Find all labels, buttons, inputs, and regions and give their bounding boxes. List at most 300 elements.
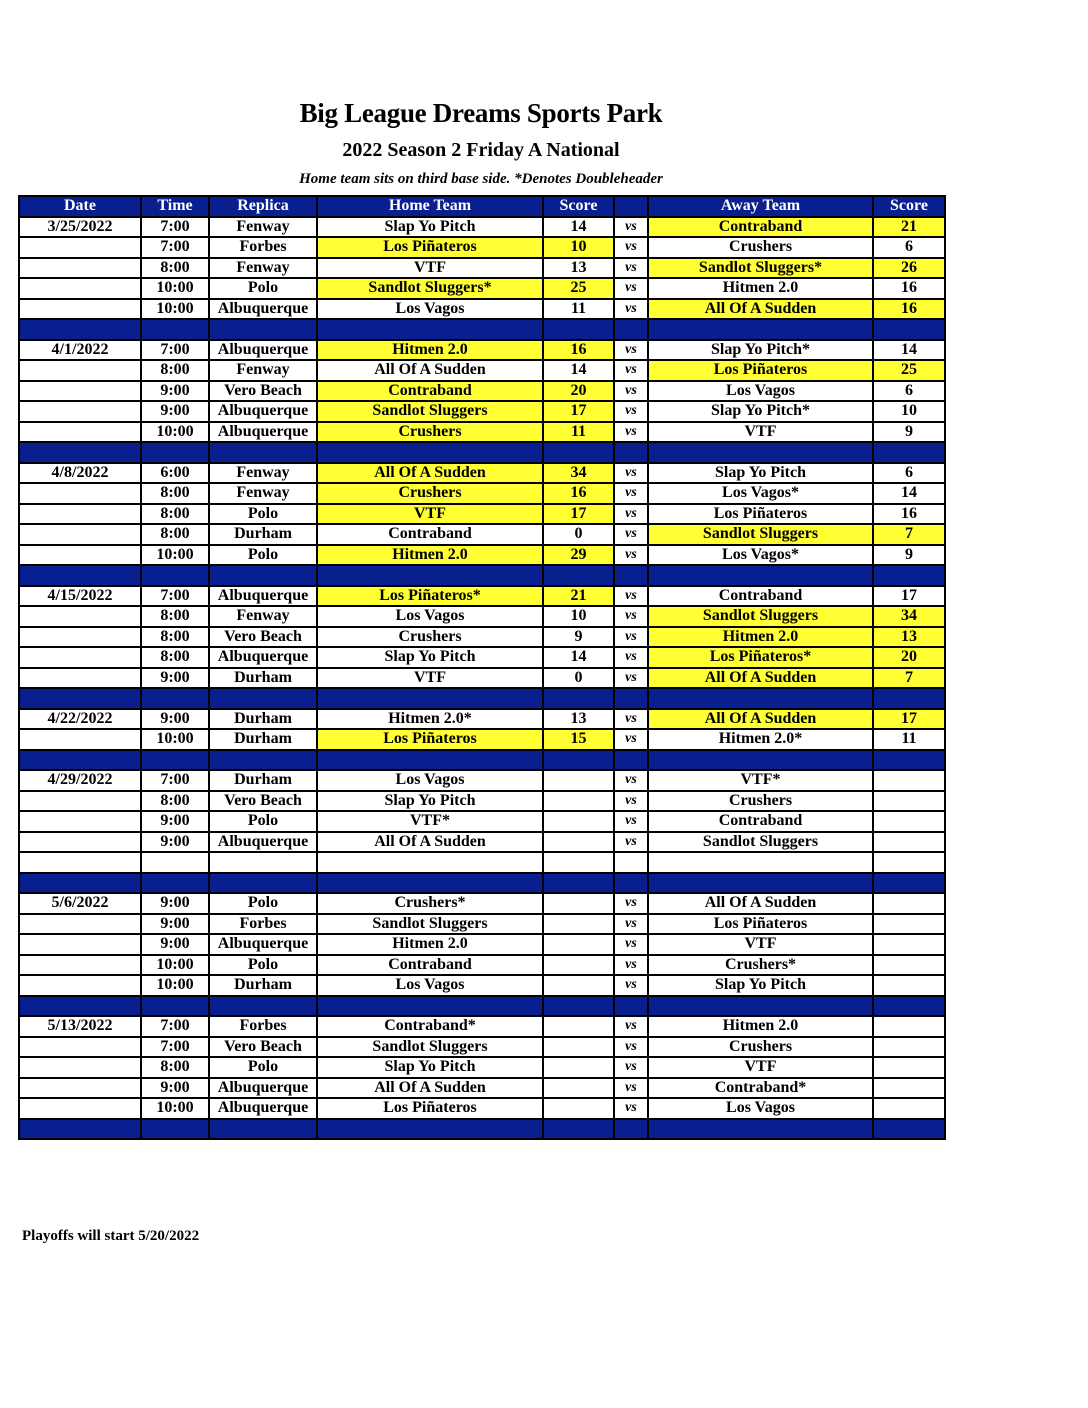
away-team: Hitmen 2.0 bbox=[648, 627, 873, 648]
home-score: 11 bbox=[543, 299, 614, 320]
home-score bbox=[543, 770, 614, 791]
home-score: 34 bbox=[543, 463, 614, 484]
game-row bbox=[19, 258, 945, 279]
separator-cell bbox=[317, 565, 543, 586]
home-score: 0 bbox=[543, 668, 614, 689]
vs-label: vs bbox=[614, 627, 648, 648]
away-score bbox=[873, 791, 945, 812]
game-field: Polo bbox=[209, 504, 317, 525]
game-field: Polo bbox=[209, 955, 317, 976]
away-team: Crushers* bbox=[648, 955, 873, 976]
home-team: Slap Yo Pitch bbox=[317, 647, 543, 668]
vs-label: vs bbox=[614, 1057, 648, 1078]
separator-cell bbox=[648, 750, 873, 771]
home-team: Los Vagos bbox=[317, 770, 543, 791]
game-field: Fenway bbox=[209, 360, 317, 381]
game-time: 10:00 bbox=[141, 545, 209, 566]
home-score: 0 bbox=[543, 524, 614, 545]
game-row bbox=[19, 668, 945, 689]
vs-label: vs bbox=[614, 1078, 648, 1099]
home-team: Hitmen 2.0 bbox=[317, 934, 543, 955]
game-field: Durham bbox=[209, 770, 317, 791]
away-team: Crushers bbox=[648, 1037, 873, 1058]
separator-cell bbox=[19, 873, 141, 894]
game-time: 7:00 bbox=[141, 217, 209, 238]
separator-cell bbox=[141, 750, 209, 771]
col-vs bbox=[614, 196, 648, 217]
vs-label: vs bbox=[614, 258, 648, 279]
game-time: 9:00 bbox=[141, 709, 209, 730]
home-team: All Of A Sudden bbox=[317, 463, 543, 484]
home-score: 11 bbox=[543, 422, 614, 443]
game-time: 8:00 bbox=[141, 791, 209, 812]
separator-cell bbox=[19, 319, 141, 340]
game-time: 8:00 bbox=[141, 627, 209, 648]
separator-cell bbox=[648, 996, 873, 1017]
game-row bbox=[19, 340, 945, 361]
home-score: 15 bbox=[543, 729, 614, 750]
separator-cell bbox=[543, 750, 614, 771]
game-field: Polo bbox=[209, 1057, 317, 1078]
home-team: Contraband* bbox=[317, 1016, 543, 1037]
home-score: 10 bbox=[543, 237, 614, 258]
game-date bbox=[19, 1098, 141, 1119]
home-team: All Of A Sudden bbox=[317, 832, 543, 853]
away-score: 14 bbox=[873, 483, 945, 504]
away-team: All Of A Sudden bbox=[648, 668, 873, 689]
home-team: Hitmen 2.0* bbox=[317, 709, 543, 730]
game-row bbox=[19, 955, 945, 976]
home-score bbox=[543, 852, 614, 873]
game-date bbox=[19, 955, 141, 976]
away-score bbox=[873, 852, 945, 873]
vs-label: vs bbox=[614, 770, 648, 791]
game-date: 3/25/2022 bbox=[19, 217, 141, 238]
game-row bbox=[19, 647, 945, 668]
away-team: Los Vagos* bbox=[648, 483, 873, 504]
game-field: Vero Beach bbox=[209, 791, 317, 812]
playoffs-note: Playoffs will start 5/20/2022 bbox=[22, 1228, 200, 1244]
game-row bbox=[19, 832, 945, 853]
away-team: Los Vagos bbox=[648, 381, 873, 402]
game-date bbox=[19, 524, 141, 545]
away-team bbox=[648, 852, 873, 873]
game-date bbox=[19, 975, 141, 996]
game-field: Albuquerque bbox=[209, 934, 317, 955]
col-home-team: Home Team bbox=[317, 196, 543, 217]
separator-cell bbox=[614, 873, 648, 894]
game-time: 7:00 bbox=[141, 237, 209, 258]
game-date bbox=[19, 627, 141, 648]
game-date bbox=[19, 237, 141, 258]
home-score: 20 bbox=[543, 381, 614, 402]
game-field: Albuquerque bbox=[209, 586, 317, 607]
away-team: All Of A Sudden bbox=[648, 299, 873, 320]
separator-cell bbox=[19, 688, 141, 709]
separator-cell bbox=[648, 319, 873, 340]
game-field: Albuquerque bbox=[209, 299, 317, 320]
game-time: 8:00 bbox=[141, 483, 209, 504]
home-score bbox=[543, 832, 614, 853]
game-date bbox=[19, 504, 141, 525]
away-score bbox=[873, 975, 945, 996]
game-row bbox=[19, 586, 945, 607]
game-field bbox=[209, 852, 317, 873]
separator-cell bbox=[873, 1119, 945, 1140]
away-team: Sandlot Sluggers bbox=[648, 606, 873, 627]
game-row bbox=[19, 1057, 945, 1078]
separator-cell bbox=[614, 1119, 648, 1140]
schedule-body bbox=[19, 217, 945, 1140]
home-team: Contraband bbox=[317, 524, 543, 545]
game-row bbox=[19, 504, 945, 525]
separator-cell bbox=[543, 1119, 614, 1140]
home-team: Los Piñateros* bbox=[317, 586, 543, 607]
away-score bbox=[873, 1078, 945, 1099]
game-time: 10:00 bbox=[141, 1098, 209, 1119]
game-time: 7:00 bbox=[141, 1037, 209, 1058]
vs-label: vs bbox=[614, 811, 648, 832]
game-field: Durham bbox=[209, 668, 317, 689]
game-time: 8:00 bbox=[141, 606, 209, 627]
game-field: Albuquerque bbox=[209, 340, 317, 361]
home-team: All Of A Sudden bbox=[317, 360, 543, 381]
home-score: 16 bbox=[543, 483, 614, 504]
away-score: 34 bbox=[873, 606, 945, 627]
game-row bbox=[19, 1078, 945, 1099]
game-row bbox=[19, 1098, 945, 1119]
game-row bbox=[19, 237, 945, 258]
home-team: Los Piñateros bbox=[317, 1098, 543, 1119]
home-score: 25 bbox=[543, 278, 614, 299]
separator-cell bbox=[209, 996, 317, 1017]
separator-cell bbox=[543, 688, 614, 709]
separator-cell bbox=[317, 1119, 543, 1140]
vs-label: vs bbox=[614, 955, 648, 976]
separator-cell bbox=[209, 319, 317, 340]
game-row bbox=[19, 299, 945, 320]
away-score bbox=[873, 832, 945, 853]
away-score: 6 bbox=[873, 381, 945, 402]
game-field: Durham bbox=[209, 975, 317, 996]
home-team: Los Vagos bbox=[317, 606, 543, 627]
game-time: 9:00 bbox=[141, 668, 209, 689]
away-team: Slap Yo Pitch* bbox=[648, 340, 873, 361]
game-row bbox=[19, 360, 945, 381]
vs-label: vs bbox=[614, 975, 648, 996]
home-team: Crushers bbox=[317, 422, 543, 443]
vs-label: vs bbox=[614, 524, 648, 545]
separator-cell bbox=[141, 442, 209, 463]
game-field: Durham bbox=[209, 709, 317, 730]
away-team: Contraband bbox=[648, 811, 873, 832]
separator-cell bbox=[648, 1119, 873, 1140]
col-time: Time bbox=[141, 196, 209, 217]
game-date bbox=[19, 401, 141, 422]
game-date bbox=[19, 811, 141, 832]
game-row bbox=[19, 934, 945, 955]
away-team: Sandlot Sluggers* bbox=[648, 258, 873, 279]
away-score: 16 bbox=[873, 278, 945, 299]
home-score bbox=[543, 1016, 614, 1037]
game-field: Fenway bbox=[209, 483, 317, 504]
home-score bbox=[543, 791, 614, 812]
vs-label bbox=[614, 852, 648, 873]
game-date bbox=[19, 299, 141, 320]
game-time: 10:00 bbox=[141, 278, 209, 299]
away-score: 21 bbox=[873, 217, 945, 238]
home-score bbox=[543, 811, 614, 832]
vs-label: vs bbox=[614, 463, 648, 484]
game-field: Fenway bbox=[209, 258, 317, 279]
away-score bbox=[873, 1016, 945, 1037]
home-score: 13 bbox=[543, 709, 614, 730]
vs-label: vs bbox=[614, 1016, 648, 1037]
game-date bbox=[19, 483, 141, 504]
game-field: Albuquerque bbox=[209, 401, 317, 422]
game-time: 7:00 bbox=[141, 1016, 209, 1037]
home-team: VTF bbox=[317, 504, 543, 525]
game-time: 9:00 bbox=[141, 914, 209, 935]
away-team: All Of A Sudden bbox=[648, 709, 873, 730]
away-score bbox=[873, 1098, 945, 1119]
away-score bbox=[873, 1057, 945, 1078]
game-date bbox=[19, 729, 141, 750]
home-score: 10 bbox=[543, 606, 614, 627]
col-away-team: Away Team bbox=[648, 196, 873, 217]
separator-cell bbox=[543, 996, 614, 1017]
game-time: 10:00 bbox=[141, 299, 209, 320]
separator-cell bbox=[614, 442, 648, 463]
game-row bbox=[19, 545, 945, 566]
game-time: 7:00 bbox=[141, 340, 209, 361]
col-replica: Replica bbox=[209, 196, 317, 217]
game-field: Polo bbox=[209, 811, 317, 832]
separator-cell bbox=[141, 565, 209, 586]
col-away-score: Score bbox=[873, 196, 945, 217]
game-date bbox=[19, 791, 141, 812]
vs-label: vs bbox=[614, 606, 648, 627]
game-time: 9:00 bbox=[141, 381, 209, 402]
home-score bbox=[543, 934, 614, 955]
separator-cell bbox=[543, 442, 614, 463]
home-score: 17 bbox=[543, 401, 614, 422]
away-score bbox=[873, 914, 945, 935]
away-team: Hitmen 2.0 bbox=[648, 1016, 873, 1037]
away-score: 20 bbox=[873, 647, 945, 668]
game-field: Albuquerque bbox=[209, 647, 317, 668]
home-score: 9 bbox=[543, 627, 614, 648]
vs-label: vs bbox=[614, 934, 648, 955]
home-team: Los Piñateros bbox=[317, 237, 543, 258]
vs-label: vs bbox=[614, 237, 648, 258]
game-time bbox=[141, 852, 209, 873]
separator-cell bbox=[317, 688, 543, 709]
game-row bbox=[19, 975, 945, 996]
home-team: Crushers bbox=[317, 627, 543, 648]
game-date bbox=[19, 545, 141, 566]
away-score: 14 bbox=[873, 340, 945, 361]
away-score: 9 bbox=[873, 422, 945, 443]
away-score: 11 bbox=[873, 729, 945, 750]
separator-cell bbox=[614, 750, 648, 771]
away-team: Los Piñateros bbox=[648, 504, 873, 525]
game-row bbox=[19, 278, 945, 299]
game-field: Polo bbox=[209, 545, 317, 566]
game-field: Vero Beach bbox=[209, 1037, 317, 1058]
home-team: Contraband bbox=[317, 955, 543, 976]
game-field: Forbes bbox=[209, 237, 317, 258]
game-field: Durham bbox=[209, 524, 317, 545]
game-date: 5/6/2022 bbox=[19, 893, 141, 914]
separator-cell bbox=[141, 1119, 209, 1140]
separator-cell bbox=[614, 319, 648, 340]
home-team: All Of A Sudden bbox=[317, 1078, 543, 1099]
game-field: Albuquerque bbox=[209, 422, 317, 443]
vs-label: vs bbox=[614, 217, 648, 238]
vs-label: vs bbox=[614, 381, 648, 402]
schedule-table bbox=[18, 195, 946, 1140]
away-team: Los Vagos bbox=[648, 1098, 873, 1119]
separator-cell bbox=[141, 873, 209, 894]
away-team: Los Piñateros bbox=[648, 360, 873, 381]
game-field: Albuquerque bbox=[209, 1098, 317, 1119]
separator-cell bbox=[209, 688, 317, 709]
separator-cell bbox=[648, 873, 873, 894]
home-score: 16 bbox=[543, 340, 614, 361]
separator-cell bbox=[543, 873, 614, 894]
home-score: 21 bbox=[543, 586, 614, 607]
separator-cell bbox=[648, 442, 873, 463]
away-team: Slap Yo Pitch* bbox=[648, 401, 873, 422]
away-team: Sandlot Sluggers bbox=[648, 524, 873, 545]
game-date: 4/29/2022 bbox=[19, 770, 141, 791]
game-time: 7:00 bbox=[141, 770, 209, 791]
game-row bbox=[19, 770, 945, 791]
separator-cell bbox=[873, 565, 945, 586]
game-field: Fenway bbox=[209, 606, 317, 627]
separator-cell bbox=[209, 873, 317, 894]
separator-cell bbox=[141, 996, 209, 1017]
separator-cell bbox=[317, 996, 543, 1017]
game-row bbox=[19, 627, 945, 648]
away-team: Contraband bbox=[648, 586, 873, 607]
game-date bbox=[19, 360, 141, 381]
vs-label: vs bbox=[614, 483, 648, 504]
game-date: 4/8/2022 bbox=[19, 463, 141, 484]
game-time: 8:00 bbox=[141, 524, 209, 545]
week-separator bbox=[19, 442, 945, 463]
away-score: 16 bbox=[873, 504, 945, 525]
vs-label: vs bbox=[614, 1037, 648, 1058]
game-date bbox=[19, 647, 141, 668]
vs-label: vs bbox=[614, 299, 648, 320]
game-date bbox=[19, 1078, 141, 1099]
vs-label: vs bbox=[614, 1098, 648, 1119]
game-time: 9:00 bbox=[141, 934, 209, 955]
game-date bbox=[19, 1037, 141, 1058]
game-field: Forbes bbox=[209, 1016, 317, 1037]
separator-cell bbox=[873, 750, 945, 771]
away-team: Slap Yo Pitch bbox=[648, 463, 873, 484]
game-field: Albuquerque bbox=[209, 1078, 317, 1099]
home-team: VTF* bbox=[317, 811, 543, 832]
game-time: 9:00 bbox=[141, 832, 209, 853]
away-team: Los Piñateros bbox=[648, 914, 873, 935]
separator-cell bbox=[19, 750, 141, 771]
away-team: Contraband bbox=[648, 217, 873, 238]
game-row bbox=[19, 852, 945, 873]
week-separator bbox=[19, 750, 945, 771]
away-score: 7 bbox=[873, 524, 945, 545]
game-row bbox=[19, 401, 945, 422]
game-date bbox=[19, 278, 141, 299]
game-time: 10:00 bbox=[141, 729, 209, 750]
game-time: 9:00 bbox=[141, 1078, 209, 1099]
home-team: Sandlot Sluggers bbox=[317, 914, 543, 935]
away-team: Sandlot Sluggers bbox=[648, 832, 873, 853]
game-date bbox=[19, 668, 141, 689]
away-team: VTF* bbox=[648, 770, 873, 791]
away-score: 26 bbox=[873, 258, 945, 279]
game-date bbox=[19, 606, 141, 627]
game-row bbox=[19, 606, 945, 627]
game-row bbox=[19, 524, 945, 545]
home-score bbox=[543, 1078, 614, 1099]
game-time: 9:00 bbox=[141, 893, 209, 914]
separator-cell bbox=[873, 319, 945, 340]
game-row bbox=[19, 729, 945, 750]
schedule-note: Home team sits on third base side. *Denotes Doubleheader bbox=[299, 171, 663, 187]
home-score bbox=[543, 914, 614, 935]
separator-cell bbox=[648, 565, 873, 586]
game-row bbox=[19, 381, 945, 402]
vs-label: vs bbox=[614, 422, 648, 443]
home-team: Los Vagos bbox=[317, 299, 543, 320]
away-score: 17 bbox=[873, 586, 945, 607]
home-score bbox=[543, 1098, 614, 1119]
col-home-score: Score bbox=[543, 196, 614, 217]
separator-cell bbox=[209, 442, 317, 463]
vs-label: vs bbox=[614, 709, 648, 730]
home-team: Hitmen 2.0 bbox=[317, 545, 543, 566]
separator-cell bbox=[209, 565, 317, 586]
vs-label: vs bbox=[614, 668, 648, 689]
home-score bbox=[543, 893, 614, 914]
game-time: 10:00 bbox=[141, 422, 209, 443]
separator-cell bbox=[19, 1119, 141, 1140]
game-date bbox=[19, 832, 141, 853]
vs-label: vs bbox=[614, 504, 648, 525]
game-row bbox=[19, 914, 945, 935]
game-time: 8:00 bbox=[141, 1057, 209, 1078]
away-score bbox=[873, 770, 945, 791]
week-separator bbox=[19, 688, 945, 709]
game-date: 4/22/2022 bbox=[19, 709, 141, 730]
game-row bbox=[19, 811, 945, 832]
away-team: All Of A Sudden bbox=[648, 893, 873, 914]
away-score bbox=[873, 893, 945, 914]
separator-cell bbox=[317, 750, 543, 771]
game-row bbox=[19, 709, 945, 730]
away-team: Hitmen 2.0 bbox=[648, 278, 873, 299]
season-subtitle: 2022 Season 2 Friday A National bbox=[342, 139, 620, 161]
home-team: Crushers bbox=[317, 483, 543, 504]
home-score: 14 bbox=[543, 360, 614, 381]
separator-cell bbox=[19, 996, 141, 1017]
away-score: 9 bbox=[873, 545, 945, 566]
game-row bbox=[19, 1037, 945, 1058]
